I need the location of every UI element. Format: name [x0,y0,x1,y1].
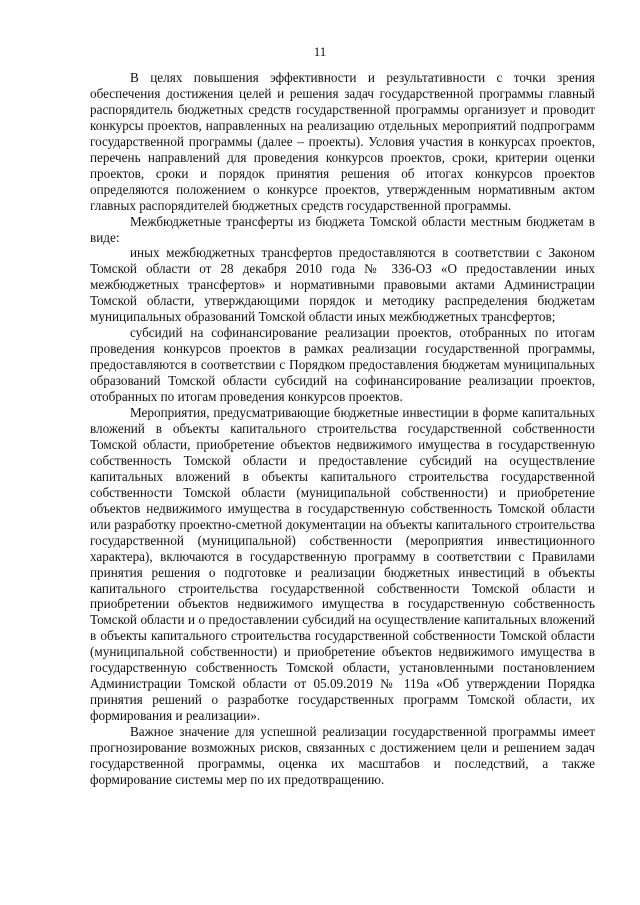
page-number: 11 [313,44,327,59]
document-body [90,70,595,788]
paragraph-project-competitions: В целях повышения эффективности и результативности с точки зрения обеспечения достижения целей и решения задач государственной программы главный распорядитель бюджетных средств государственной программы организует и проводит конкурсы проектов, направленных на реализацию отдельных мероприятий подпрограмм государственной программы (далее – проекты). Условия участия в конкурсах проектов, перечень направлений для проведения конкурсов проектов, сроки, критерии оценки проектов, сроки и порядок принятия решения об итогах конкурсов проектов определяются положением о конкурсе проектов, утвержденным нормативным актом главных распорядителей бюджетных средств государственной программы. [90,70,595,213]
paragraph-cofinancing-subsidies: субсидий на софинансирование реализации проектов, отобранных по итогам проведения конкурсов проектов в рамках реализации государственной программы, предоставляются в соответствии с Порядком предоставления бюджетам муниципальных образований Томской области субсидий на софинансирование реализации проектов, отобранных по итогам проведения конкурсов проектов. [90,325,595,405]
paragraph-interbudget-transfers: Межбюджетные трансферты из бюджета Томской области местным бюджетам в виде: [90,213,595,245]
paragraph-other-transfers: иных межбюджетных трансфертов предоставляются в соответствии с Законом Томской области от 28 декабря 2010 года № 336-ОЗ «О предоставлении иных межбюджетных трансфертов» и нормативными правовыми актами Администрации Томской области, утверждающими порядок и методику распределения бюджетам муниципальных образований Томской области иных межбюджетных трансфертов; [90,245,595,325]
paragraph-capital-investments: Мероприятия, предусматривающие бюджетные инвестиции в форме капитальных вложений в объекты капитального строительства государственной собственности Томской области, приобретение объектов недвижимого имущества в государственную собственность Томской области и предоставление субсидий на осуществление капитальных вложений в объекты капитального строительства государственной собственности Томской области (муниципальной собственности) и приобретение объектов недвижимого имущества в государственную собственность Томской области или разработку проектно-сметной документации на объекты капитального строительства государственной (муниципальной) собственности (мероприятия инвестиционного характера), включаются в государственную программу в соответствии с Правилами принятия решения о подготовке и реализации бюджетных инвестиций в объекты капитального строительства государственной собственности Томской области и приобретении объектов недвижимого имущества в государственную собственность Томской области и о предоставлении субсидий на осуществление капитальных вложений в объекты капитального строительства государственной собственности Томской области (муниципальной собственности) и приобретение объектов недвижимого имущества в государственную собственность Томской области, установленными постановлением Администрации Томской области от 05.09.2019 № 119а «Об утверждении Порядка принятия решений о разработке государственных программ Томской области, их формирования и реализации». [90,405,595,724]
paragraph-risk-forecasting: Важное значение для успешной реализации государственной программы имеет прогнозирование возможных рисков, связанных с достижением цели и решением задач государственной программы, оценка их масштабов и последствий, а также формирование системы мер по их предотвращению. [90,724,595,787]
